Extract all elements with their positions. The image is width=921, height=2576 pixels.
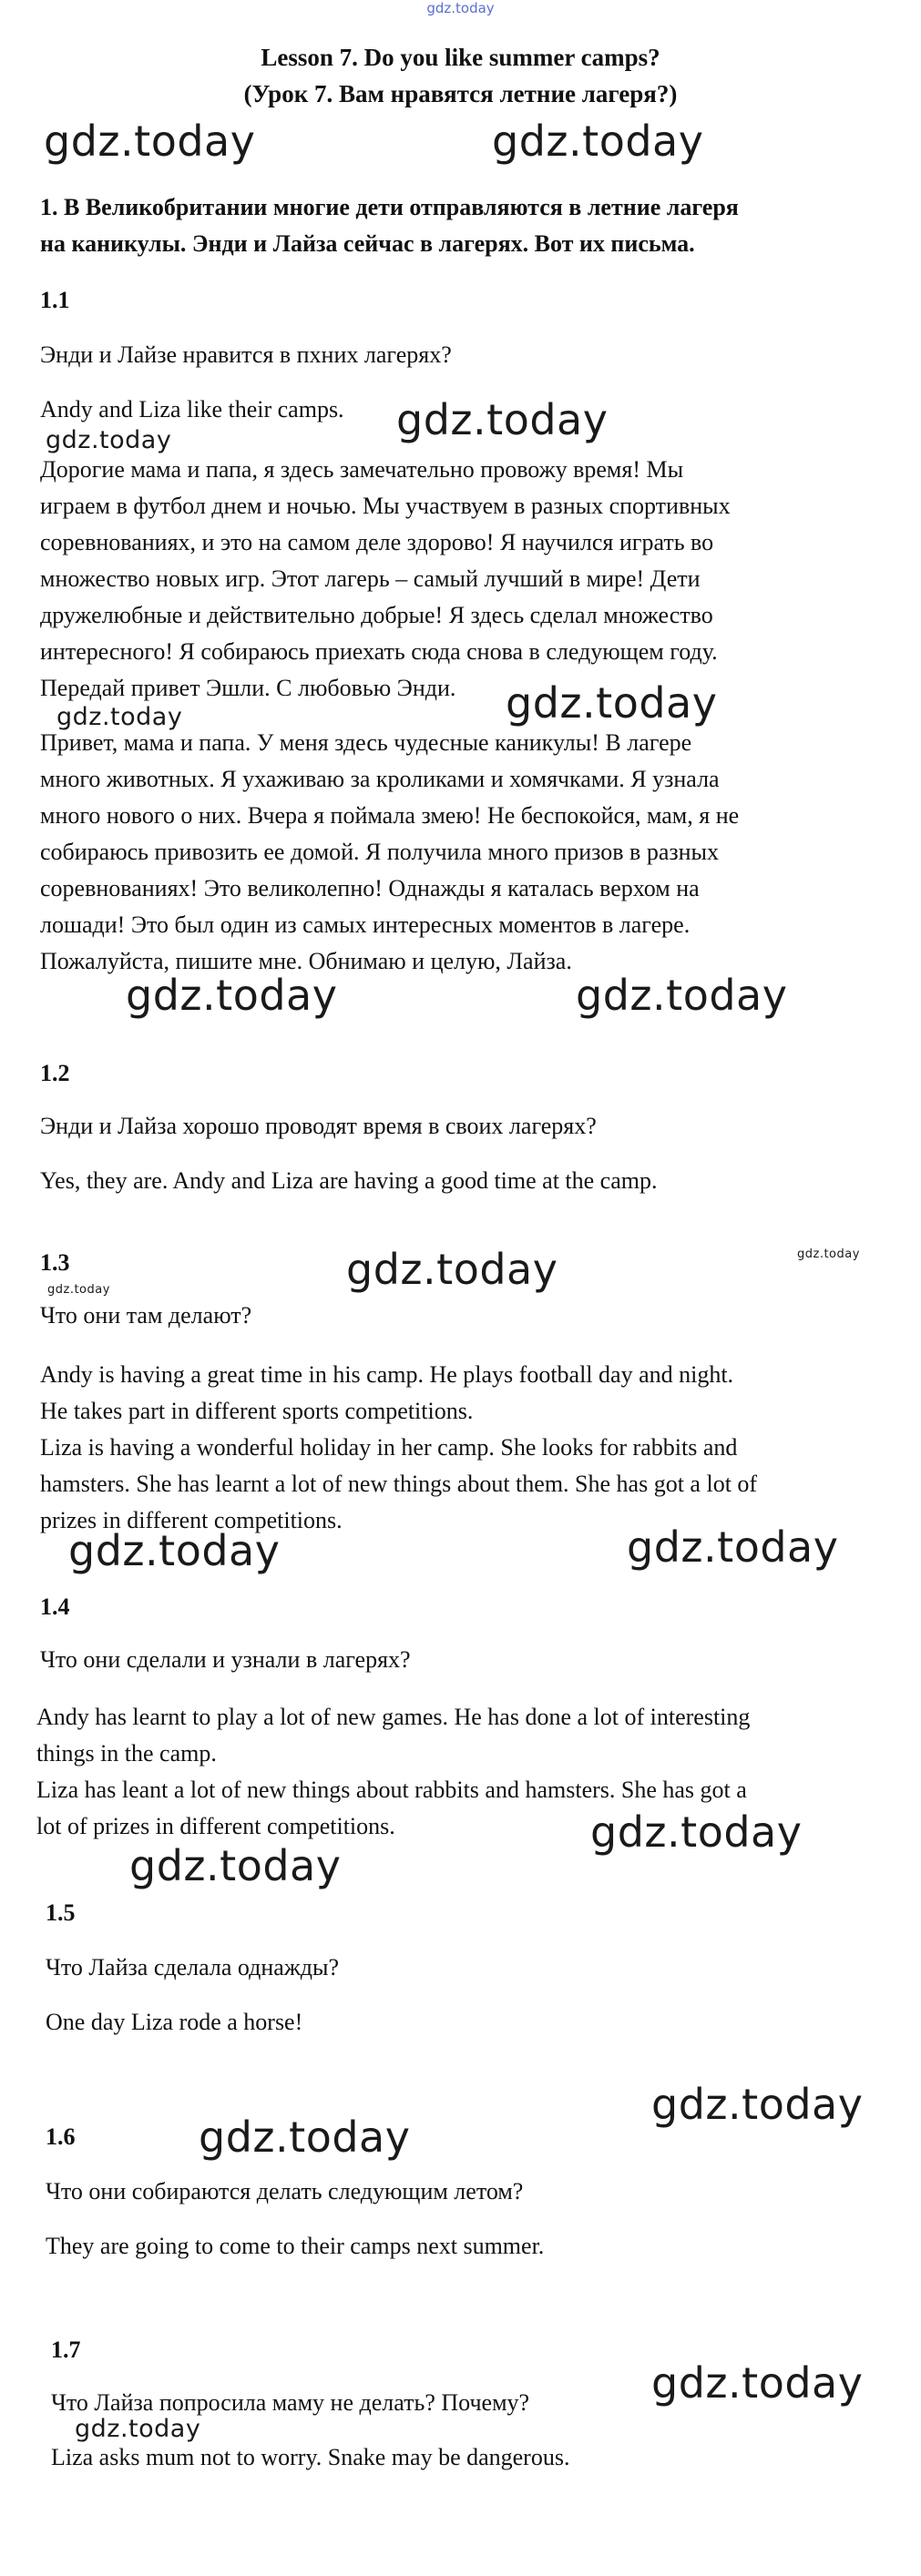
watermark: gdz.today: [627, 1522, 839, 1572]
watermark: gdz.today: [651, 2080, 864, 2129]
section-1-2-label: 1.2: [40, 1060, 70, 1086]
watermark: gdz.today: [46, 426, 172, 454]
section-1-6-answer: They are going to come to their camps next summer.: [46, 2233, 545, 2259]
liza-letter-line: лошади! Это был один из самых интересных моментов в лагере.: [40, 911, 691, 938]
andy-letter-line: дружелюбные и действительно добрые! Я здесь сделал множество: [40, 602, 713, 628]
answer-line: things in the camp.: [36, 1740, 217, 1767]
lesson-subtitle: (Урок 7. Вам нравятся летние лагеря?): [243, 80, 678, 107]
andy-letter: [40, 452, 731, 707]
andy-letter-line: множество новых игр. Этот лагерь – самый лучший в мире! Дети: [40, 565, 701, 592]
watermark: gdz.today: [126, 971, 338, 1020]
answer-line: Andy has learnt to play a lot of new games. He has done a lot of interesting: [36, 1704, 751, 1730]
andy-letter-line: соревнованиях, и это на самом деле здорово! Я научился играть во: [40, 529, 714, 555]
lesson-title: Lesson 7. Do you like summer camps?: [261, 44, 660, 71]
section-1-7-label: 1.7: [51, 2337, 81, 2363]
section-1-4-question: Что они сделали и узнали в лагерях?: [40, 1646, 411, 1673]
watermark: gdz.today: [346, 1245, 558, 1294]
watermark: gdz.today: [129, 1841, 342, 1890]
section-1-5-label: 1.5: [46, 1899, 76, 1926]
section-1-4-label: 1.4: [40, 1593, 70, 1620]
watermark: gdz.today: [44, 117, 256, 166]
section-1-3-label: 1.3: [40, 1249, 70, 1276]
answer-line: lot of prizes in different competitions.: [36, 1813, 395, 1839]
section-1-5-answer: One day Liza rode a horse!: [46, 2009, 303, 2035]
answer-line: He takes part in different sports competitions.: [40, 1398, 474, 1424]
section-1-1-label: 1.1: [40, 287, 70, 313]
answer-line: prizes in different competitions.: [40, 1507, 343, 1533]
watermark: gdz.today: [576, 971, 788, 1020]
section-1-3-question: Что они там делают?: [40, 1302, 252, 1329]
section-1-2-answer: Yes, they are. Andy and Liza are having a good time at the camp.: [40, 1167, 658, 1194]
answer-line: hamsters. She has learnt a lot of new things about them. She has got a lot of: [40, 1471, 758, 1497]
watermark: gdz.today: [651, 2358, 864, 2408]
watermark: gdz.today: [47, 1283, 110, 1297]
task-1-line-2: на каникулы. Энди и Лайза сейчас в лагерях. Вот их письма.: [40, 230, 695, 257]
answer-line: Liza is having a wonderful holiday in her camp. She looks for rabbits and: [40, 1434, 738, 1461]
section-1-3-answer: [40, 1357, 757, 1539]
section-1-2-question: Энди и Лайза хорошо проводят время в своих лагерях?: [40, 1113, 597, 1139]
section-1-1-answer: Andy and Liza like their camps.: [40, 396, 344, 423]
andy-letter-line: Дорогие мама и папа, я здесь замечательно провожу время! Мы: [40, 456, 684, 483]
liza-letter-line: много животных. Я ухаживаю за кроликами и хомячками. Я узнала: [40, 766, 720, 792]
andy-letter-line: играем в футбол днем и ночью. Мы участвуем в разных спортивных: [40, 493, 731, 519]
watermark: gdz.today: [590, 1807, 803, 1857]
watermark: gdz.today: [68, 1526, 281, 1575]
liza-letter-line: Пожалуйста, пишите мне. Обнимаю и целую, Лайза.: [40, 948, 572, 974]
watermark: gdz.today: [396, 395, 609, 444]
liza-letter: [40, 725, 739, 980]
andy-letter-line: Передай привет Эшли. С любовью Энди.: [40, 675, 456, 701]
andy-letter-line: интересного! Я собираюсь приехать сюда снова в следующем году.: [40, 638, 718, 665]
section-1-6-label: 1.6: [46, 2123, 76, 2150]
watermark: gdz.today: [492, 117, 704, 166]
task-1-line-1: 1. В Великобритании многие дети отправляются в летние лагеря: [40, 194, 739, 220]
section-1-7-answer: Liza asks mum not to worry. Snake may be dangerous.: [51, 2444, 570, 2470]
section-1-5-question: Что Лайза сделала однажды?: [46, 1954, 340, 1980]
watermark: gdz.today: [797, 1247, 860, 1261]
watermark: gdz.today: [56, 703, 183, 731]
liza-letter-line: Привет, мама и папа. У меня здесь чудесные каникулы! В лагере: [40, 729, 692, 756]
section-1-1-question: Энди и Лайзе нравится в пхних лагерях?: [40, 341, 452, 368]
liza-letter-line: соревнованиях! Это великолепно! Однажды я каталась верхом на: [40, 875, 700, 901]
watermark: gdz.today: [199, 2113, 411, 2162]
top-watermark: gdz.today: [426, 0, 495, 16]
watermark: gdz.today: [506, 678, 718, 728]
answer-line: Liza has leant a lot of new things about rabbits and hamsters. She has got a: [36, 1777, 747, 1803]
liza-letter-line: много нового о них. Вчера я поймала змею! Не беспокойся, мам, я не: [40, 802, 740, 829]
liza-letter-line: собираюсь привозить ее домой. Я получила много призов в разных: [40, 839, 720, 865]
answer-line: Andy is having a great time in his camp. He plays football day and night.: [40, 1361, 734, 1388]
section-1-6-question: Что они собираются делать следующим летом?: [46, 2178, 524, 2204]
section-1-7-question: Что Лайза попросила маму не делать? Почему?: [51, 2389, 530, 2416]
watermark: gdz.today: [75, 2415, 201, 2443]
